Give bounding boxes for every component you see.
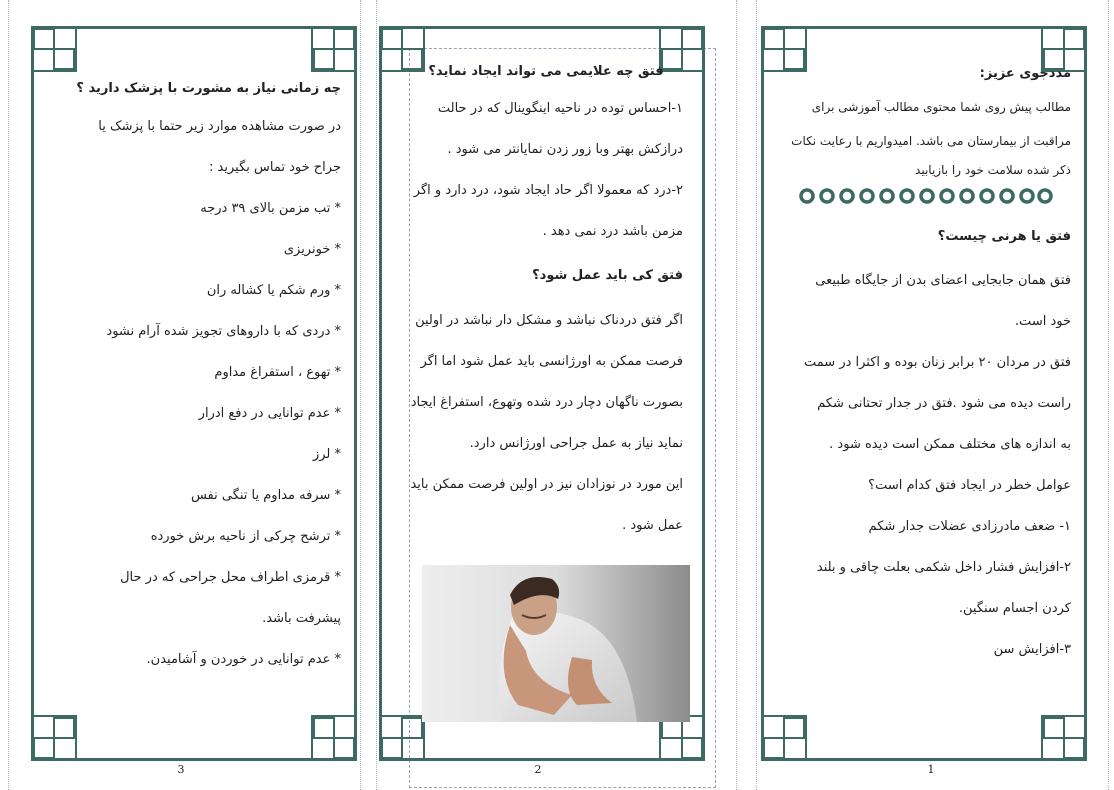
body-line: خود است. [1014, 314, 1071, 329]
page-number: 3 [177, 763, 185, 776]
body-line: در صورت مشاهده موارد زیر حتما با پزشک یا [98, 119, 341, 134]
body-line: ۲-افزایش فشار داخل شکمی بعلت چاقی و بلند [816, 560, 1071, 575]
body-line: ۱-احساس توده در ناحیه اینگوینال که در حالت [437, 101, 683, 116]
list-item: * لرز [312, 447, 341, 462]
body-line: به اندازه های مختلف ممکن است دیده شود . [829, 437, 1071, 452]
list-item: * عدم توانایی در خوردن و آشامیدن. [146, 652, 341, 667]
body-line: فتق همان جابجایی اعضای بدن از جایگاه طبیعی [815, 273, 1071, 288]
body-line: درازکش بهتر وبا زور زدن نمایانتر می شود . [447, 142, 683, 157]
body-line: این مورد در نوزادان نیز در اولین فرصت ممکن باید [410, 477, 683, 492]
body-line: نماید نیاز به عمل جراحی اورژانس دارد. [469, 436, 683, 451]
body-line: عوامل خطر در ایجاد فتق کدام است؟ [868, 478, 1071, 493]
section-heading: فتق کی باید عمل شود؟ [532, 268, 683, 283]
section-heading: فتق چه علایمی می تواند ایجاد نماید؟ [428, 64, 664, 79]
body-line: فرصت ممکن به اورژانسی باید عمل شود اما اگر [420, 354, 683, 369]
body-line: ۱- ضعف مادرزادی عضلات جدار شکم [868, 519, 1071, 534]
intro-line: ذکر شده سلامت خود را بازیابید [915, 163, 1071, 177]
intro-line: مطالب پیش روی شما محتوی مطالب آموزشی برای [811, 100, 1071, 114]
decorative-border [777, 186, 1071, 210]
body-line: بصورت ناگهان دچار درد شده وتهوع، استفراغ ایجاد [410, 395, 683, 410]
page-number: 1 [927, 763, 935, 776]
list-item: * عدم توانایی در دفع ادرار [198, 406, 341, 421]
body-line: جراح خود تماس بگیرید : [209, 160, 341, 175]
body-line: راست دیده می شود .فتق در جدار تحتانی شکم [817, 396, 1071, 411]
body-line: کردن اجسام سنگین. [958, 601, 1071, 616]
body-line: اگر فتق دردناک نباشد و مشکل دار نباشد در اولین [415, 313, 683, 328]
list-item: * سرفه مداوم یا تنگی نفس [190, 488, 341, 503]
list-item: * دردی که با داروهای تجویز شده آرام نشود [106, 324, 341, 339]
body-line: ۳-افزایش سن [993, 642, 1071, 657]
page-number: 2 [534, 763, 542, 776]
list-item: * قرمزی اطراف محل جراحی که در حال [120, 570, 341, 585]
abdominal-pain-photo [422, 565, 690, 722]
body-line: عمل شود . [622, 518, 683, 533]
panel-page-3 [31, 26, 357, 761]
list-item: * تب مزمن بالای ۳۹ درجه [200, 201, 341, 216]
greeting-title: مددجوی عزیز: [979, 66, 1071, 81]
section-heading: فتق یا هرنی چیست؟ [937, 229, 1071, 244]
body-line: ۲-درد که معمولا اگر حاد ایجاد شود، درد دارد و اگر [413, 183, 683, 198]
list-item: پیشرفت باشد. [262, 611, 341, 626]
list-item: * ترشح چرکی از ناحیه برش خورده [150, 529, 341, 544]
panel-page-1 [761, 26, 1087, 761]
list-item: * ورم شکم یا کشاله ران [206, 283, 341, 298]
intro-line: مراقبت از بیمارستان می باشد. امیدواریم با رعایت نکات [791, 134, 1071, 148]
body-line: فتق در مردان ۲۰ برابر زنان بوده و اکثرا در سمت [804, 355, 1071, 370]
section-heading: چه زمانی نیاز به مشورت با پزشک دارید ؟ [76, 81, 341, 96]
body-line: مزمن باشد درد نمی دهد . [542, 224, 683, 239]
list-item: * خونریزی [283, 242, 341, 257]
list-item: * تهوع ، استفراغ مداوم [214, 365, 341, 380]
